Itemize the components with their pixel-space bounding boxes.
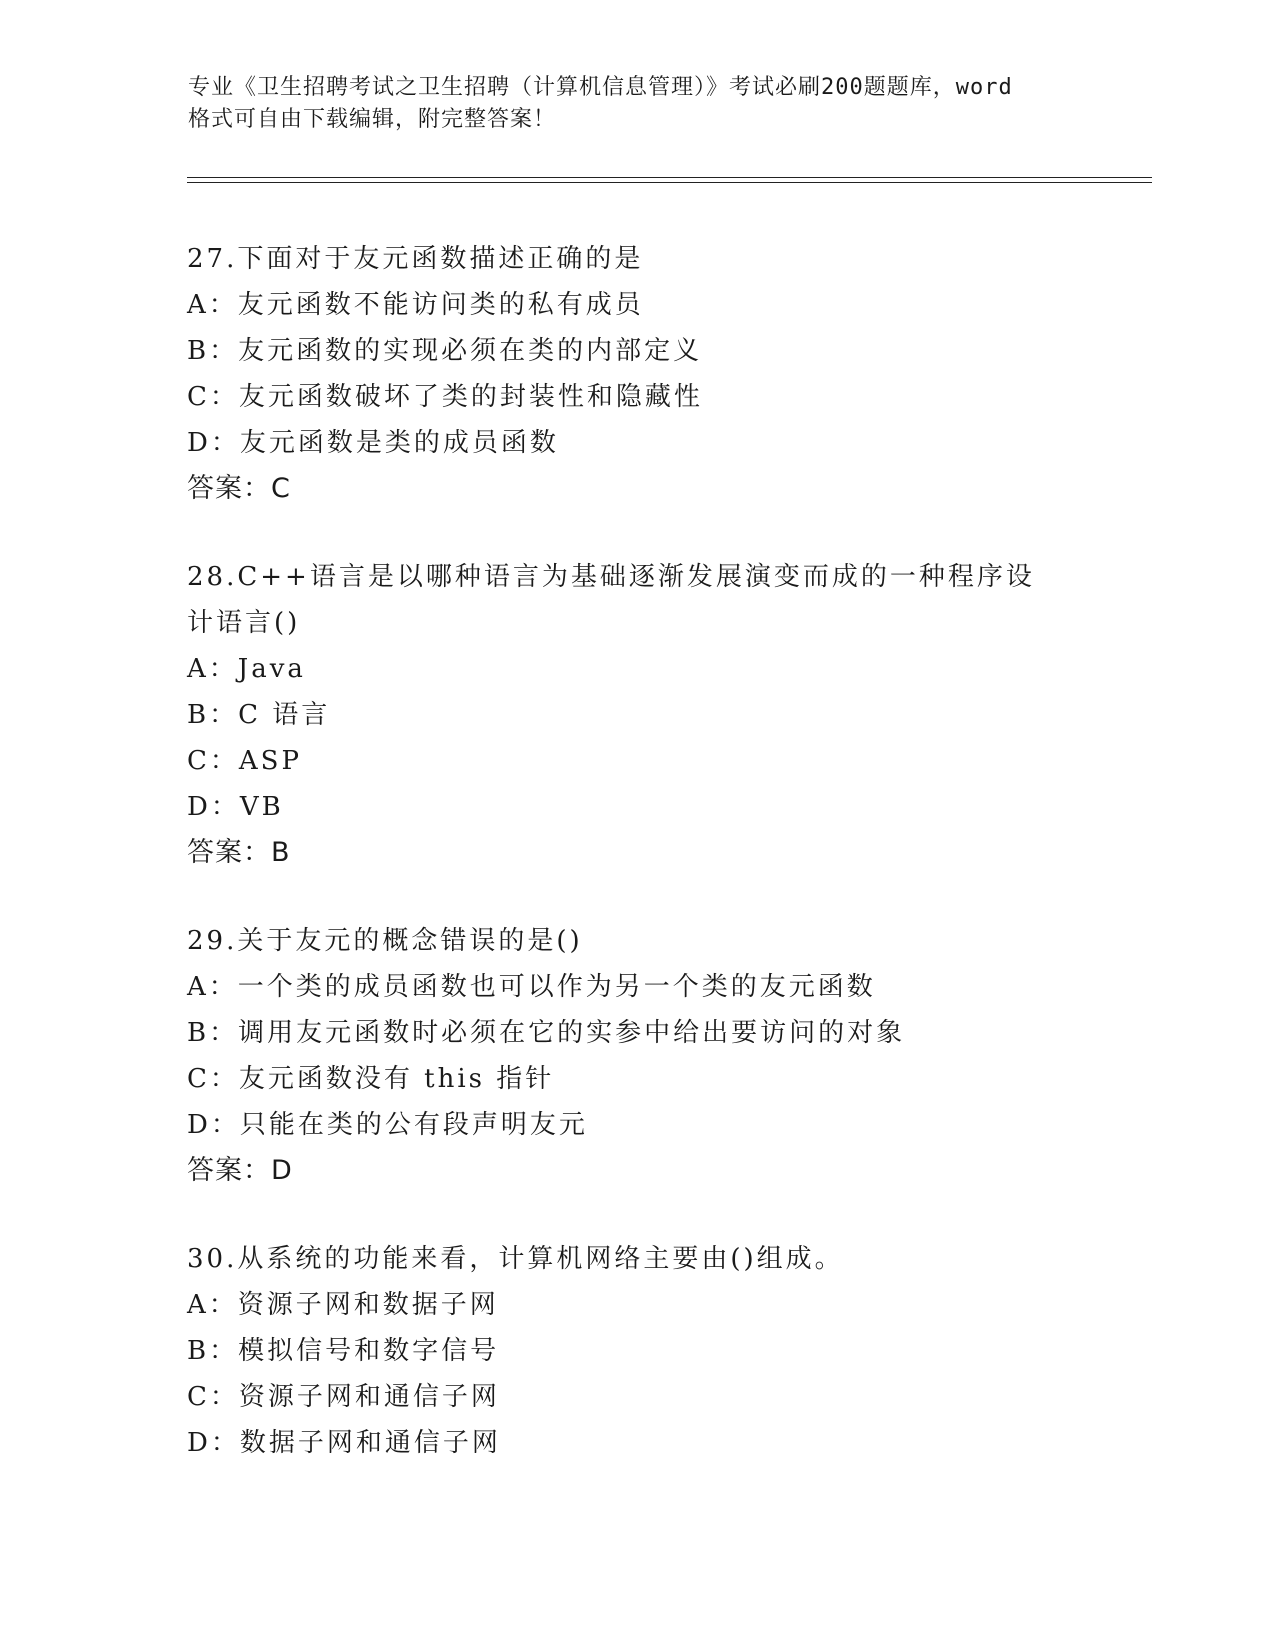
question-29: [187, 918, 1087, 1194]
answer-line: 答案：C: [187, 473, 291, 504]
question-27: [187, 236, 1087, 512]
option-d: D：友元函数是类的成员函数: [187, 428, 559, 458]
question-28: [187, 554, 1087, 876]
option-a: A：资源子网和数据子网: [187, 1290, 499, 1320]
answer-line: 答案：D: [187, 1155, 293, 1186]
option-d: D：VB: [187, 792, 284, 822]
header-divider-top: [187, 177, 1152, 178]
option-d: D：数据子网和通信子网: [187, 1428, 501, 1458]
option-a: A：Java: [187, 654, 306, 684]
question-stem: 27.下面对于友元函数描述正确的是: [187, 244, 644, 274]
option-c: C：资源子网和通信子网: [187, 1382, 500, 1412]
option-a: A：友元函数不能访问类的私有成员: [187, 290, 644, 320]
option-b: B：调用友元函数时必须在它的实参中给出要访问的对象: [187, 1018, 906, 1048]
document-header: 专业《卫生招聘考试之卫生招聘（计算机信息管理）》考试必刷200题题库，word 格式可自由下载编辑，附完整答案！: [188, 75, 1013, 132]
option-d: D：只能在类的公有段声明友元: [187, 1110, 588, 1140]
question-list: [187, 236, 1087, 1508]
question-stem: 29.关于友元的概念错误的是(): [187, 926, 583, 956]
option-b: B：友元函数的实现必须在类的内部定义: [187, 336, 703, 366]
option-a: A：一个类的成员函数也可以作为另一个类的友元函数: [187, 972, 876, 1002]
option-b: B：模拟信号和数字信号: [187, 1336, 500, 1366]
option-c: C：友元函数没有 this 指针: [187, 1064, 555, 1094]
option-b: B：C 语言: [187, 700, 331, 730]
option-c: C：ASP: [187, 746, 302, 776]
option-c: C：友元函数破坏了类的封装性和隐藏性: [187, 382, 703, 412]
header-divider-bottom: [187, 182, 1152, 183]
question-stem: 30.从系统的功能来看，计算机网络主要由()组成。: [187, 1244, 844, 1274]
question-stem: 28.C++语言是以哪种语言为基础逐渐发展演变而成的一种程序设计语言(): [187, 562, 1035, 638]
answer-line: 答案：B: [187, 837, 291, 868]
question-30: [187, 1236, 1087, 1466]
